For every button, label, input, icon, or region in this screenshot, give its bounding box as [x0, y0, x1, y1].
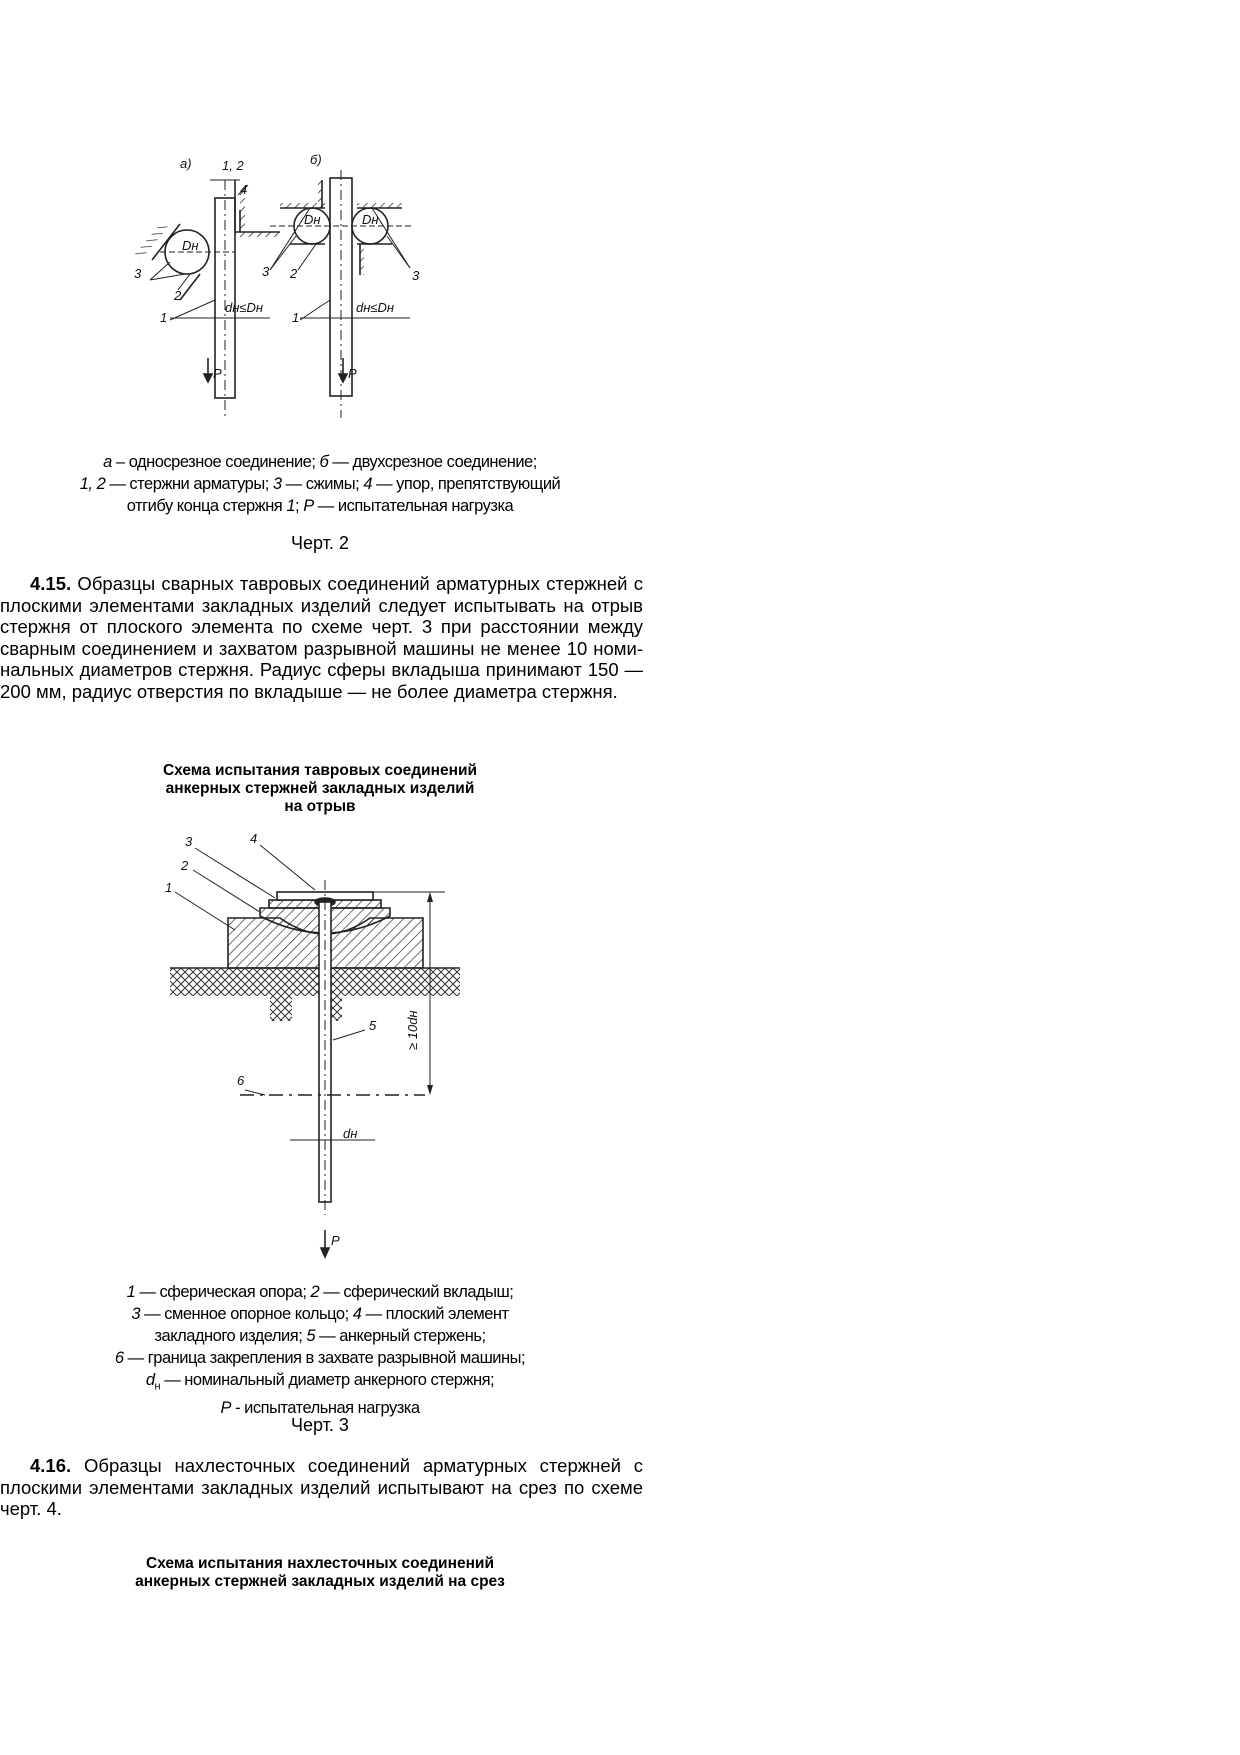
paragraph-number: 4.16.	[30, 1455, 72, 1476]
fig2-part-3b-left: 3	[262, 264, 270, 279]
fig2-part-3b-right: 3	[412, 268, 420, 283]
fig3-part-6: 6	[237, 1073, 245, 1088]
fig3-load: P	[331, 1233, 340, 1248]
fig2-d-label-a: Dн	[182, 238, 199, 253]
paragraph-number: 4.15.	[30, 573, 72, 594]
figure-2-label: Черт. 2	[291, 533, 349, 553]
figure-2-drawing	[134, 150, 520, 440]
fig3-part-1: 1	[165, 880, 173, 895]
fig2-label-a: а)	[180, 156, 192, 171]
figure-2-caption: а – односрезное соединение; б — двухсрезное соединение; 1, 2 — стержни арматуры; 3 — сжимы; 4 — упор, препятствующий отгибу конца стержня 1; P — испытательная нагрузка	[79, 453, 561, 515]
fig2-d-label-b1: Dн	[304, 212, 321, 227]
fig2-label-b: б)	[310, 152, 322, 167]
figure-4-title: Схема испытания нахлесточных соединений анкерных стержней закладных изделий на срез	[135, 1555, 505, 1590]
fig2-load-b: P	[348, 366, 357, 381]
paragraph-text: Образцы сварных тавровых соединений арматурных стержней с плоскими элементами закладных изделий следует испытывать на отрыв стержня от плоского элемента по схеме черт. 3 при расстоянии между сварным соединением и захватом разрывной машины не менее 10 номинальных диаметров стержня. Радиус сферы вкладыша принимают 150 — 200 мм, радиус отверстия по вкладыше — не более диаметра стержня.	[0, 573, 643, 702]
fig2-dim-a: dн≤Dн	[225, 300, 264, 315]
fig3-part-4: 4	[250, 831, 258, 846]
paragraph-text: Образцы нахлесточных соединений арматурных стержней с плоскими элементами закладных изделий испытывают на срез по схеме черт. 4.	[0, 1455, 643, 1519]
figure-3-title: Схема испытания тавровых соединений анкерных стержней закладных изделий на отрыв	[162, 762, 478, 815]
fig3-part-5: 5	[369, 1018, 377, 1033]
fig2-part-4: 4	[240, 182, 248, 197]
paragraph-4-16	[0, 1455, 643, 1520]
fig2-dim-b: dн≤Dн	[356, 300, 395, 315]
fig2-part-3a: 3	[134, 266, 142, 281]
fig3-dim-dn: dн	[343, 1126, 358, 1141]
fig2-part-2a: 2	[174, 288, 182, 303]
figure-3-drawing	[165, 831, 505, 1260]
fig2-part-12: 1, 2	[222, 158, 244, 173]
figure-3-label: Черт. 3	[291, 1415, 349, 1435]
fig2-part-2b: 2	[290, 266, 298, 281]
figure-3-caption: 1 — сферическая опора; 2 — сферический вкладыш; 3 — сменное опорное кольцо; 4 — плоский элемент закладного изделия; 5 — анкерный стержень; 6 — граница закрепления в захвате разрывной машины; $d_н$ — номинальный диаметр анкерного стержня; P - испытательная нагрузка	[114, 1283, 526, 1418]
paragraph-4-15	[0, 573, 643, 702]
fig3-dim-10d: ≥ 10dн	[405, 1010, 420, 1050]
fig2-load-a: P	[213, 366, 222, 381]
fig3-part-3: 3	[185, 834, 193, 849]
fig2-part-1b: 1	[292, 310, 300, 325]
fig2-part-1a: 1	[160, 310, 168, 325]
fig3-part-2: 2	[181, 858, 189, 873]
fig2-d-label-b2: Dн	[362, 212, 379, 227]
